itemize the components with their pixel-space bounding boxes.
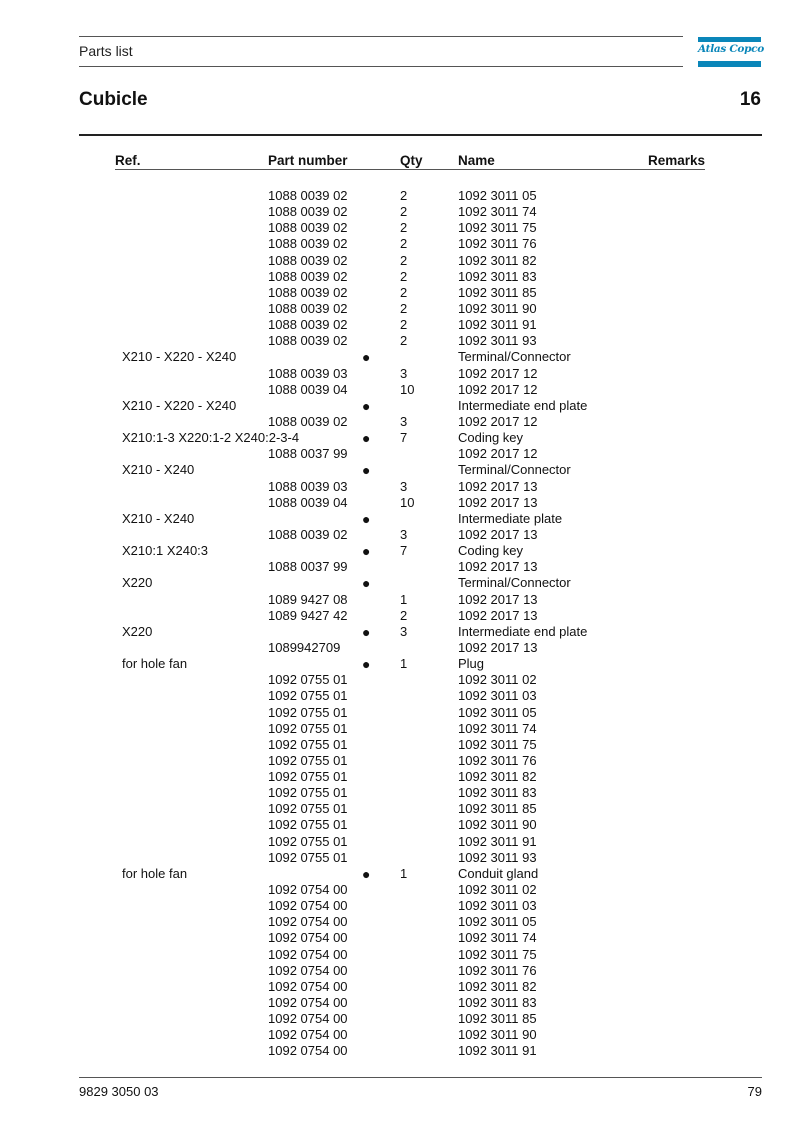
- table-row: [0, 543, 800, 559]
- table-row: [0, 608, 800, 624]
- name-cell: 1092 3011 85: [458, 1011, 537, 1027]
- name-cell: 1092 2017 13: [458, 526, 538, 542]
- name-cell: Terminal/Connector: [458, 349, 571, 365]
- part-number-cell: 1092 0755 01: [268, 769, 348, 785]
- part-number-cell: 1092 0754 00: [268, 930, 348, 946]
- table-row: [0, 236, 800, 252]
- table-row: [0, 737, 800, 753]
- table-row: [0, 1027, 800, 1043]
- bullet-icon: ●: [362, 397, 371, 414]
- name-cell: Intermediate end plate: [458, 623, 588, 639]
- table-row: [0, 930, 800, 946]
- logo-top-bar: [698, 37, 761, 42]
- column-header-name: Name: [458, 153, 495, 168]
- table-row: [0, 511, 800, 527]
- name-cell: 1092 2017 12: [458, 365, 538, 381]
- ref-cell: X210 - X240: [122, 462, 195, 478]
- part-number-cell: 1088 0039 02: [268, 236, 348, 252]
- name-cell: 1092 3011 76: [458, 962, 537, 978]
- part-number-cell: 1092 0754 00: [268, 914, 348, 930]
- header-top-rule: [79, 36, 683, 37]
- table-row: [0, 527, 800, 543]
- name-cell: 1092 3011 82: [458, 978, 537, 994]
- name-cell: 1092 3011 93: [458, 849, 537, 865]
- name-cell: Intermediate end plate: [458, 397, 588, 413]
- table-row: [0, 898, 800, 914]
- name-cell: 1092 3011 90: [458, 1027, 537, 1043]
- part-number-cell: 1088 0039 04: [268, 494, 348, 510]
- name-cell: 1092 3011 76: [458, 236, 537, 252]
- name-cell: 1092 2017 12: [458, 381, 538, 397]
- ref-cell: X210 - X220 - X240: [122, 397, 237, 413]
- name-cell: 1092 2017 13: [458, 478, 538, 494]
- table-row: [0, 285, 800, 301]
- qty-cell: 2: [400, 204, 408, 220]
- name-cell: 1092 3011 74: [458, 204, 537, 220]
- table-row: [0, 446, 800, 462]
- bullet-icon: ●: [362, 510, 371, 527]
- name-cell: 1092 3011 91: [458, 833, 537, 849]
- table-row: [0, 349, 800, 365]
- ref-cell: X220: [122, 623, 153, 639]
- part-number-cell: 1088 0039 03: [268, 478, 348, 494]
- name-cell: 1092 3011 02: [458, 882, 537, 898]
- table-row: [0, 575, 800, 591]
- qty-cell: 1: [400, 656, 408, 672]
- name-cell: 1092 2017 12: [458, 446, 538, 462]
- name-cell: 1092 3011 74: [458, 720, 537, 736]
- qty-cell: 10: [400, 494, 415, 510]
- table-row: [0, 559, 800, 575]
- name-cell: 1092 3011 91: [458, 317, 537, 333]
- part-number-cell: 1092 0754 00: [268, 978, 348, 994]
- table-row: [0, 705, 800, 721]
- section-number: 16: [739, 89, 761, 110]
- name-cell: 1092 3011 05: [458, 704, 537, 720]
- name-cell: 1092 3011 91: [458, 1043, 537, 1059]
- header-label: Parts list: [79, 43, 133, 59]
- part-number-cell: 1089 9427 42: [268, 607, 348, 623]
- part-number-cell: 1088 0039 02: [268, 300, 348, 316]
- table-row: [0, 220, 800, 236]
- part-number-cell: 1092 0755 01: [268, 817, 348, 833]
- part-number-cell: 1088 0039 02: [268, 252, 348, 268]
- table-row: [0, 817, 800, 833]
- header-bottom-rule: [79, 66, 683, 67]
- part-number-cell: 1088 0039 02: [268, 526, 348, 542]
- part-number-cell: 1092 0755 01: [268, 736, 348, 752]
- part-number-cell: 1088 0039 02: [268, 413, 348, 429]
- part-number-cell: 1089942709: [268, 639, 341, 655]
- name-cell: 1092 2017 13: [458, 559, 538, 575]
- part-number-cell: 1088 0039 02: [268, 317, 348, 333]
- qty-cell: 2: [400, 300, 408, 316]
- document-number: 9829 3050 03: [79, 1084, 159, 1099]
- column-header-part-number: Part number: [268, 153, 348, 168]
- part-number-cell: 1088 0039 04: [268, 381, 348, 397]
- name-cell: 1092 3011 83: [458, 995, 537, 1011]
- bullet-icon: ●: [362, 575, 371, 592]
- name-cell: 1092 3011 93: [458, 333, 537, 349]
- ref-cell: for hole fan: [122, 865, 188, 881]
- part-number-cell: 1088 0039 02: [268, 268, 348, 284]
- table-row: [0, 640, 800, 656]
- qty-cell: 2: [400, 607, 408, 623]
- table-row: [0, 672, 800, 688]
- table-row: [0, 495, 800, 511]
- table-row: [0, 462, 800, 478]
- part-number-cell: 1092 0754 00: [268, 1027, 348, 1043]
- table-row: [0, 317, 800, 333]
- part-number-cell: 1088 0039 02: [268, 188, 348, 203]
- qty-cell: 2: [400, 236, 408, 252]
- name-cell: Plug: [458, 656, 485, 672]
- qty-cell: 7: [400, 430, 408, 446]
- table-row: [0, 382, 800, 398]
- table-row: [0, 188, 800, 204]
- name-cell: 1092 3011 90: [458, 817, 537, 833]
- name-cell: 1092 3011 05: [458, 188, 537, 203]
- part-number-cell: 1092 0754 00: [268, 946, 348, 962]
- table-row: [0, 624, 800, 640]
- table-row: [0, 914, 800, 930]
- qty-cell: 3: [400, 526, 408, 542]
- name-cell: 1092 3011 82: [458, 769, 537, 785]
- table-row: [0, 204, 800, 220]
- name-cell: 1092 2017 13: [458, 639, 538, 655]
- table-row: [0, 947, 800, 963]
- name-cell: 1092 2017 13: [458, 607, 538, 623]
- name-cell: Conduit gland: [458, 865, 539, 881]
- table-row: [0, 769, 800, 785]
- table-row: [0, 656, 800, 672]
- qty-cell: 1: [400, 591, 408, 607]
- part-number-cell: 1092 0755 01: [268, 704, 348, 720]
- name-cell: 1092 2017 13: [458, 494, 538, 510]
- part-number-cell: 1092 0754 00: [268, 962, 348, 978]
- qty-cell: 2: [400, 284, 408, 300]
- name-cell: Intermediate plate: [458, 510, 563, 526]
- table-row: [0, 430, 800, 446]
- column-header-qty: Qty: [400, 153, 423, 168]
- qty-cell: 7: [400, 543, 408, 559]
- parts-table-body: [0, 188, 800, 1060]
- ref-cell: X210 - X240: [122, 510, 195, 526]
- part-number-cell: 1092 0755 01: [268, 849, 348, 865]
- qty-cell: 3: [400, 623, 408, 639]
- name-cell: 1092 3011 03: [458, 688, 537, 704]
- part-number-cell: 1092 0754 00: [268, 1011, 348, 1027]
- name-cell: 1092 3011 75: [458, 946, 537, 962]
- ref-cell: for hole fan: [122, 656, 188, 672]
- part-number-cell: 1092 0755 01: [268, 752, 348, 768]
- bullet-icon: ●: [362, 623, 371, 640]
- part-number-cell: 1088 0039 02: [268, 333, 348, 349]
- table-row: [0, 850, 800, 866]
- table-row: [0, 592, 800, 608]
- part-number-cell: 1092 0755 01: [268, 720, 348, 736]
- table-row: [0, 253, 800, 269]
- name-cell: 1092 3011 75: [458, 736, 537, 752]
- part-number-cell: 1092 0754 00: [268, 995, 348, 1011]
- part-number-cell: 1092 0754 00: [268, 882, 348, 898]
- name-cell: 1092 2017 13: [458, 591, 538, 607]
- name-cell: 1092 2017 12: [458, 413, 538, 429]
- qty-cell: 10: [400, 381, 415, 397]
- part-number-cell: 1088 0037 99: [268, 446, 348, 462]
- ref-cell: X220: [122, 575, 153, 591]
- qty-cell: 2: [400, 252, 408, 268]
- table-row: [0, 366, 800, 382]
- part-number-cell: 1092 0754 00: [268, 898, 348, 914]
- qty-cell: 2: [400, 333, 408, 349]
- bullet-icon: ●: [362, 462, 371, 479]
- section-rule: [79, 134, 762, 136]
- table-row: [0, 301, 800, 317]
- table-row: [0, 834, 800, 850]
- qty-cell: 2: [400, 317, 408, 333]
- name-cell: 1092 3011 74: [458, 930, 537, 946]
- table-row: [0, 333, 800, 349]
- part-number-cell: 1089 9427 08: [268, 591, 348, 607]
- section-title: Cubicle: [79, 89, 148, 110]
- logo-bottom-bar: [698, 61, 761, 67]
- bullet-icon: ●: [362, 349, 371, 366]
- qty-cell: 1: [400, 865, 408, 881]
- part-number-cell: 1088 0039 02: [268, 204, 348, 220]
- table-row: [0, 269, 800, 285]
- name-cell: 1092 3011 85: [458, 801, 537, 817]
- part-number-cell: 1092 0755 01: [268, 801, 348, 817]
- name-cell: 1092 3011 75: [458, 220, 537, 236]
- qty-cell: 2: [400, 268, 408, 284]
- column-header-remarks: Remarks: [648, 153, 706, 168]
- ref-cell: X210:1-3 X220:1-2 X240:2-3-4: [122, 430, 300, 446]
- name-cell: Terminal/Connector: [458, 462, 571, 478]
- atlas-copco-logo: [698, 37, 764, 67]
- table-row: [0, 414, 800, 430]
- name-cell: 1092 3011 82: [458, 252, 537, 268]
- table-row: [0, 785, 800, 801]
- table-row: [0, 398, 800, 414]
- name-cell: 1092 3011 05: [458, 914, 537, 930]
- qty-cell: 2: [400, 188, 408, 203]
- part-number-cell: 1088 0037 99: [268, 559, 348, 575]
- qty-cell: 3: [400, 478, 408, 494]
- table-row: [0, 995, 800, 1011]
- table-row: [0, 1011, 800, 1027]
- part-number-cell: 1088 0039 02: [268, 220, 348, 236]
- part-number-cell: 1092 0754 00: [268, 1043, 348, 1059]
- column-header-ref: Ref.: [115, 153, 141, 168]
- table-row: [0, 1043, 800, 1059]
- name-cell: Coding key: [458, 543, 524, 559]
- part-number-cell: 1088 0039 03: [268, 365, 348, 381]
- name-cell: Terminal/Connector: [458, 575, 571, 591]
- name-cell: 1092 3011 90: [458, 300, 537, 316]
- footer-rule: [79, 1077, 762, 1078]
- bullet-icon: ●: [362, 656, 371, 673]
- table-header-rule: [115, 169, 705, 170]
- qty-cell: 3: [400, 365, 408, 381]
- name-cell: Coding key: [458, 430, 524, 446]
- part-number-cell: 1088 0039 02: [268, 284, 348, 300]
- table-row: [0, 688, 800, 704]
- logo-text: Atlas Copco: [698, 43, 764, 55]
- table-row: [0, 866, 800, 882]
- part-number-cell: 1092 0755 01: [268, 672, 348, 688]
- name-cell: 1092 3011 76: [458, 752, 537, 768]
- page-number: 79: [747, 1084, 762, 1099]
- name-cell: 1092 3011 83: [458, 785, 537, 801]
- qty-cell: 3: [400, 413, 408, 429]
- table-row: [0, 882, 800, 898]
- bullet-icon: ●: [362, 430, 371, 447]
- qty-cell: 2: [400, 220, 408, 236]
- name-cell: 1092 3011 03: [458, 898, 537, 914]
- name-cell: 1092 3011 85: [458, 284, 537, 300]
- bullet-icon: ●: [362, 543, 371, 560]
- table-row: [0, 801, 800, 817]
- bullet-icon: ●: [362, 865, 371, 882]
- ref-cell: X210:1 X240:3: [122, 543, 209, 559]
- table-row: [0, 979, 800, 995]
- name-cell: 1092 3011 83: [458, 268, 537, 284]
- name-cell: 1092 3011 02: [458, 672, 537, 688]
- part-number-cell: 1092 0755 01: [268, 833, 348, 849]
- part-number-cell: 1092 0755 01: [268, 785, 348, 801]
- ref-cell: X210 - X220 - X240: [122, 349, 237, 365]
- part-number-cell: 1092 0755 01: [268, 688, 348, 704]
- table-row: [0, 721, 800, 737]
- table-row: [0, 963, 800, 979]
- table-row: [0, 753, 800, 769]
- table-row: [0, 479, 800, 495]
